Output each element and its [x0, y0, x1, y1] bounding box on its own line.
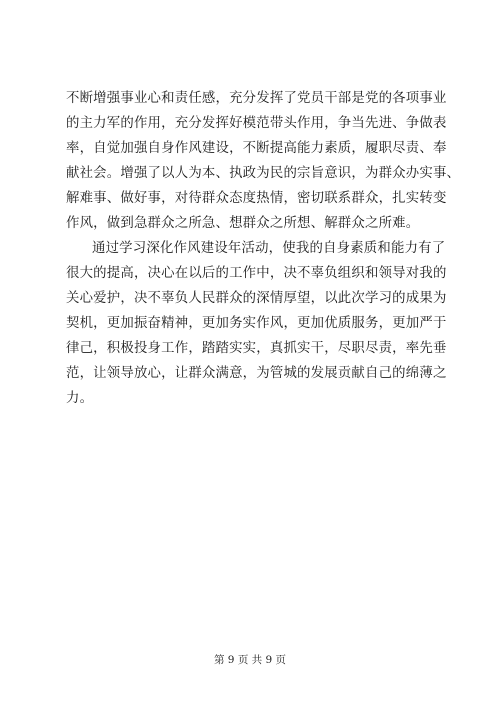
paragraph-1 — [66, 86, 461, 236]
text-line: 献社会。增强了以人为本、执政为民的宗旨意识，为群众办实事、 — [66, 166, 461, 181]
text-line: 律己，积极投身工作，踏踏实实，真抓实干，尽职尽责，率先垂 — [66, 341, 447, 356]
text-line: 解难事、做好事，对待群众态度热情，密切联系群众，扎实转变 — [66, 191, 447, 206]
page-number-label: 第 9 页 共 9 页 — [213, 654, 287, 666]
paragraph-2 — [66, 236, 447, 411]
text-line: 范，让领导放心，让群众满意，为管城的发展贡献自己的绵薄之 — [66, 366, 447, 381]
text-line: 关心爱护，决不辜负人民群众的深情厚望，以此次学习的成果为 — [66, 291, 447, 306]
text-line: 的主力军的作用，充分发挥好模范带头作用，争当先进、争做表 — [66, 116, 447, 131]
text-line: 作风，做到急群众之所急、想群众之所想、解群众之所难。 — [66, 216, 420, 231]
text-line: 不断增强事业心和责任感，充分发挥了党员干部是党的各项事业 — [66, 91, 447, 106]
text-line: 很大的提高，决心在以后的工作中，决不辜负组织和领导对我的 — [66, 266, 447, 281]
page-footer — [0, 653, 500, 667]
body-text — [66, 86, 461, 411]
text-line: 率，自觉加强自身作风建设，不断提高能力素质，履职尽责、奉 — [66, 141, 447, 156]
text-line: 契机，更加振奋精神，更加务实作风，更加优质服务，更加严于 — [66, 316, 447, 331]
text-line: 力。 — [66, 391, 94, 406]
text-line: 通过学习深化作风建设年活动，使我的自身素质和能力有了 — [92, 241, 446, 256]
